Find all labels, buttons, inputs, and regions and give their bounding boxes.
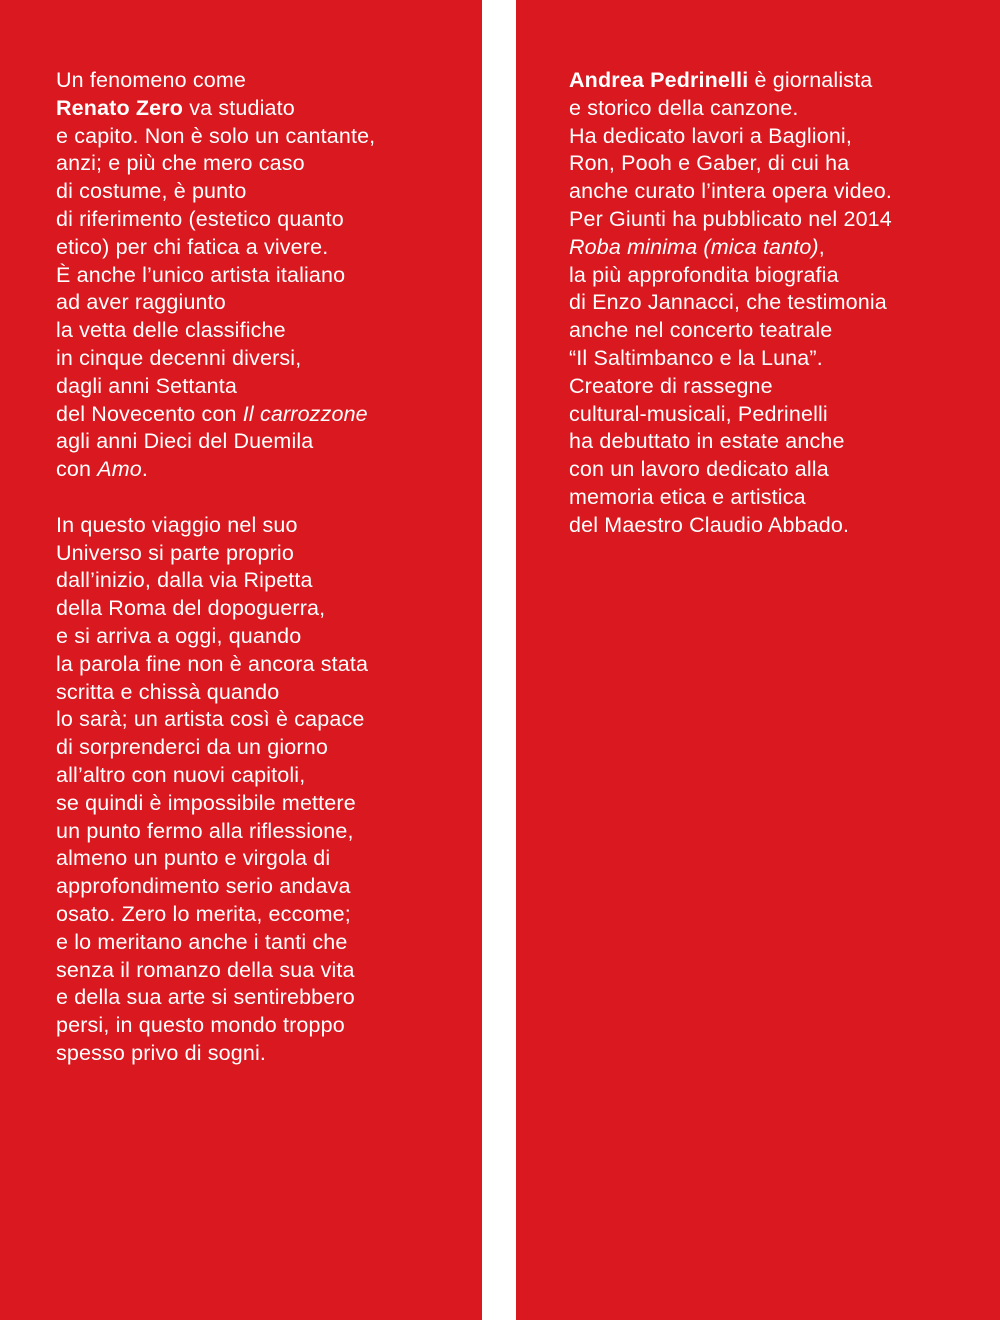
- author-subject-name: Renato Zero: [56, 95, 184, 120]
- text-line: Universo si parte proprio: [56, 540, 294, 565]
- book-title: Roba minima (mica tanto): [569, 234, 819, 259]
- text-line: e si arriva a oggi, quando: [56, 623, 302, 648]
- text-line: e capito. Non è solo un cantante,: [56, 123, 376, 148]
- text-line: Ha dedicato lavori a Baglioni,: [569, 123, 852, 148]
- text-line: dall’inizio, dalla via Ripetta: [56, 568, 313, 593]
- text-line: in cinque decenni diversi,: [56, 345, 302, 370]
- text-line: In questo viaggio nel suo: [56, 512, 298, 537]
- text-fragment: ,: [818, 234, 825, 259]
- text-line: [56, 95, 375, 123]
- text-line: etico) per chi fatica a vivere.: [56, 234, 329, 259]
- text-line: la vetta delle classifiche: [56, 318, 286, 343]
- text-line: memoria etica e artistica: [569, 484, 806, 509]
- text-fragment: .: [141, 457, 149, 482]
- text-line: agli anni Dieci del Duemila: [56, 429, 314, 454]
- author-name: Andrea Pedrinelli: [569, 68, 749, 92]
- text-line: e della sua arte si sentirebbero: [56, 985, 355, 1010]
- text-line: la parola fine non è ancora stata: [56, 651, 369, 676]
- text-line: “Il Saltimbanco e la Luna”.: [569, 345, 823, 370]
- text-line: scritta e chissà quando: [56, 679, 280, 704]
- text-line: ha debuttato in estate anche: [569, 429, 845, 454]
- text-line: del Maestro Claudio Abbado.: [569, 512, 850, 537]
- text-line: approfondimento serio andava: [56, 874, 351, 899]
- left-flap-panel: [0, 0, 482, 1320]
- text-line: se quindi è impossibile mettere: [56, 790, 356, 815]
- text-line: all’altro con nuovi capitoli,: [56, 762, 306, 787]
- text-line: ad aver raggiunto: [56, 290, 226, 315]
- text-line: osato. Zero lo merita, eccome;: [56, 901, 351, 926]
- text-line: di riferimento (estetico quanto: [56, 206, 344, 231]
- text-fragment: con: [56, 457, 98, 482]
- text-line: di costume, è punto: [56, 179, 247, 204]
- text-line: spesso privo di sogni.: [56, 1040, 267, 1065]
- text-line: la più approfondita biografia: [569, 262, 839, 287]
- text-line: e lo meritano anche i tanti che: [56, 929, 348, 954]
- text-line: anche curato l’intera opera video.: [569, 179, 893, 204]
- text-line: anche nel concerto teatrale: [569, 318, 833, 343]
- text-line: con un lavoro dedicato alla: [569, 457, 829, 482]
- text-line: È anche l’unico artista italiano: [56, 262, 346, 287]
- text-fragment: è giornalista: [748, 68, 873, 92]
- text-line: [569, 67, 892, 95]
- text-line: dagli anni Settanta: [56, 373, 237, 398]
- text-line: Creatore di rassegne: [569, 373, 773, 398]
- text-line: della Roma del dopoguerra,: [56, 596, 326, 621]
- author-bio: [569, 67, 892, 540]
- book-description: [56, 67, 375, 1068]
- text-line: persi, in questo mondo troppo: [56, 1013, 345, 1038]
- text-line: [56, 401, 375, 429]
- text-line: anzi; e più che mero caso: [56, 151, 305, 176]
- text-line: [56, 456, 375, 484]
- text-fragment: va studiato: [183, 95, 295, 120]
- text-line: [569, 234, 892, 262]
- text-line: Per Giunti ha pubblicato nel 2014: [569, 206, 892, 231]
- text-line: almeno un punto e virgola di: [56, 846, 331, 871]
- album-title: Amo: [97, 457, 142, 482]
- text-line: Ron, Pooh e Gaber, di cui ha: [569, 151, 850, 176]
- paragraph-gap: [56, 484, 375, 512]
- text-line: Un fenomeno come: [56, 68, 247, 92]
- text-line: senza il romanzo della sua vita: [56, 957, 355, 982]
- text-line: un punto fermo alla riflessione,: [56, 818, 354, 843]
- text-line: di Enzo Jannacci, che testimonia: [569, 290, 887, 315]
- text-line: lo sarà; un artista così è capace: [56, 707, 365, 732]
- album-title: Il carrozzone: [242, 401, 368, 426]
- text-fragment: del Novecento con: [56, 401, 243, 426]
- text-line: di sorprenderci da un giorno: [56, 735, 328, 760]
- text-line: cultural-musicali, Pedrinelli: [569, 401, 828, 426]
- right-flap-panel: [516, 0, 1000, 1320]
- text-line: e storico della canzone.: [569, 95, 799, 120]
